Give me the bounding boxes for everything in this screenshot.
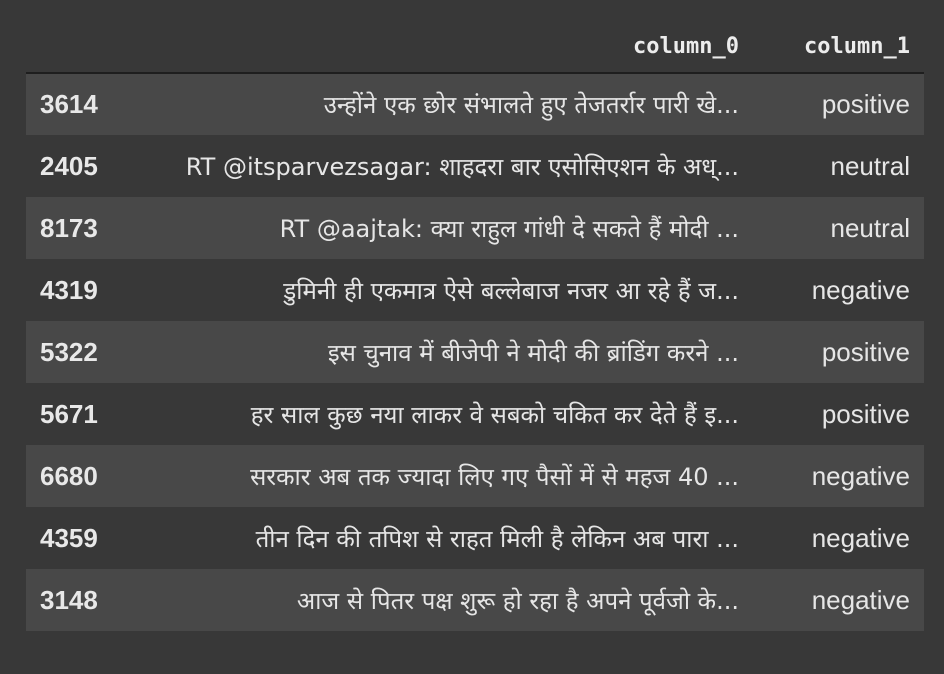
cell-text: RT @itsparvezsagar: शाहदरा बार एसोसिएशन के अध्... bbox=[185, 152, 739, 181]
cell-label: positive bbox=[821, 336, 910, 367]
row-index: 2405 bbox=[40, 150, 98, 181]
cell-text: हर साल कुछ नया लाकर वे सबको चकित कर देते हैं इ... bbox=[250, 400, 739, 429]
cell-label: positive bbox=[821, 398, 910, 429]
cell-label: neutral bbox=[830, 150, 910, 181]
cell-text: सरकार अब तक ज्यादा लिए गए पैसों में से महज 40 ... bbox=[250, 462, 739, 491]
cell-text: आज से पितर पक्ष शुरू हो रहा है अपने पूर्वजो के... bbox=[296, 586, 739, 615]
table-row bbox=[26, 383, 924, 445]
table-body bbox=[26, 73, 924, 631]
cell-label: positive bbox=[821, 89, 910, 119]
row-index: 3614 bbox=[40, 89, 98, 119]
row-index: 3148 bbox=[40, 584, 98, 615]
table-row bbox=[26, 197, 924, 259]
table-row bbox=[26, 569, 924, 631]
row-index: 4359 bbox=[40, 522, 98, 553]
table-row bbox=[26, 73, 924, 135]
row-index: 5671 bbox=[40, 398, 98, 429]
table-row bbox=[26, 135, 924, 197]
table-row bbox=[26, 445, 924, 507]
cell-text: तीन दिन की तपिश से राहत मिली है लेकिन अब पारा ... bbox=[255, 524, 739, 553]
row-index: 8173 bbox=[40, 212, 98, 243]
table-row bbox=[26, 321, 924, 383]
index-header bbox=[26, 20, 118, 73]
cell-label: negative bbox=[811, 274, 910, 305]
table-header bbox=[26, 20, 924, 73]
cell-text: उन्होंने एक छोर संभालते हुए तेजतर्रार पारी खे... bbox=[323, 91, 739, 119]
cell-text: इस चुनाव में बीजेपी ने मोदी की ब्रांडिंग करने ... bbox=[327, 338, 739, 367]
row-index: 4319 bbox=[40, 274, 98, 305]
cell-label: negative bbox=[811, 522, 910, 553]
dataframe-table bbox=[26, 20, 924, 631]
cell-text: RT @aajtak: क्या राहुल गांधी दे सकते हैं मोदी ... bbox=[279, 214, 739, 243]
table-row bbox=[26, 507, 924, 569]
cell-text: डुमिनी ही एकमात्र ऐसे बल्लेबाज नजर आ रहे हैं ज... bbox=[283, 276, 739, 305]
row-index: 6680 bbox=[40, 460, 98, 491]
cell-label: negative bbox=[811, 460, 910, 491]
column-header-column-0: column_0 bbox=[118, 20, 753, 73]
header-row bbox=[26, 20, 924, 73]
row-index: 5322 bbox=[40, 336, 98, 367]
table-row bbox=[26, 259, 924, 321]
cell-label: negative bbox=[811, 584, 910, 615]
cell-label: neutral bbox=[830, 212, 910, 243]
column-header-column-1: column_1 bbox=[753, 20, 924, 73]
